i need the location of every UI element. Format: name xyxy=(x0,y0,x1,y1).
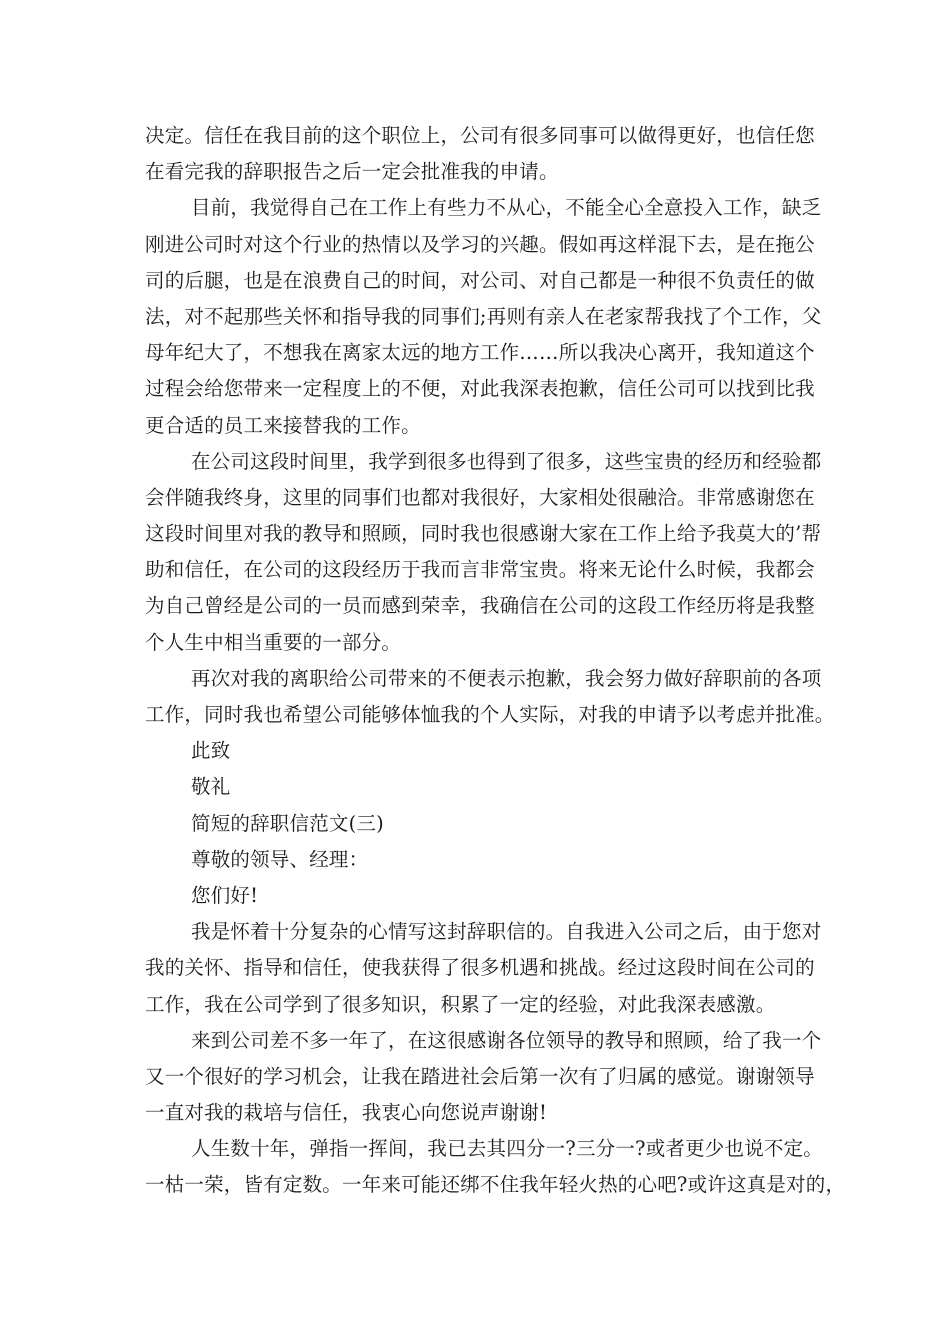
paragraph-start-line: 我是怀着十分复杂的心情写这封辞职信的。自我进入公司之后，由于您对 xyxy=(191,920,822,944)
text-line: 决定。信任在我目前的这个职位上，公司有很多同事可以做得更好，也信任您 xyxy=(145,124,815,147)
text-line: 司的后腿，也是在浪费自己的时间，对公司、对自己都是一种很不负责任的做 xyxy=(145,268,815,292)
document-body xyxy=(145,118,846,1204)
text-line: 母年纪大了，不想我在离家太远的地方工作……所以我决心离开，我知道这个 xyxy=(145,341,815,365)
paragraph-start-line: 人生数十年，弹指一挥间，我已去其四分一?三分一?或者更少也说不定。 xyxy=(191,1137,824,1161)
paragraph-start-line: 再次对我的离职给公司带来的不便表示抱歉，我会努力做好辞职前的各项 xyxy=(191,666,822,690)
letter-hello: 您们好! xyxy=(191,883,259,907)
text-line: 我的关怀、指导和信任，使我获得了很多机遇和挑战。经过这段时间在公司的 xyxy=(145,956,815,980)
text-line: 会伴随我终身，这里的同事们也都对我很好，大家相处很融洽。非常感谢您在 xyxy=(145,485,815,509)
paragraph-start-line: 在公司这段时间里，我学到很多也得到了很多，这些宝贵的经历和经验都 xyxy=(191,449,822,473)
text-line: 刚进公司时对这个行业的热情以及学习的兴趣。假如再这样混下去，是在拖公 xyxy=(145,232,815,256)
text-line: 更合适的员工来接替我的工作。 xyxy=(145,413,421,437)
text-line: 个人生中相当重要的一部分。 xyxy=(145,630,402,654)
text-line: 为自己曾经是公司的一员而感到荣幸，我确信在公司的这段工作经历将是我整 xyxy=(145,594,815,618)
text-line: 一直对我的栽培与信任，我衷心向您说声谢谢! xyxy=(145,1101,548,1125)
paragraph-start-line: 来到公司差不多一年了，在这很感谢各位领导的教导和照顾，给了我一个 xyxy=(191,1028,822,1052)
text-line: 过程会给您带来一定程度上的不便，对此我深表抱歉，信任公司可以找到比我 xyxy=(145,377,815,401)
closing-regards: 敬礼 xyxy=(191,775,231,799)
letter-greeting: 尊敬的领导、经理： xyxy=(191,847,369,871)
section-title: 简短的辞职信范文(三) xyxy=(191,811,384,835)
text-line: 工作，我在公司学到了很多知识，积累了一定的经验，对此我深表感激。 xyxy=(145,992,776,1016)
paragraph-start-line: 目前，我觉得自己在工作上有些力不从心，不能全心全意投入工作，缺乏 xyxy=(191,196,822,220)
text-line: 法，对不起那些关怀和指导我的同事们;再则有亲人在老家帮我找了个工作，父 xyxy=(145,304,822,328)
closing-salutation: 此致 xyxy=(191,739,231,763)
text-line: 助和信任，在公司的这段经历于我而言非常宝贵。将来无论什么时候，我都会 xyxy=(145,558,815,582)
text-line: 在看完我的辞职报告之后一定会批准我的申请。 xyxy=(145,160,559,184)
text-line: 工作，同时我也希望公司能够体恤我的个人实际，对我的申请予以考虑并批准。 xyxy=(145,703,835,726)
text-line: 这段时间里对我的教导和照顾，同时我也很感谢大家在工作上给予我莫大的’帮 xyxy=(145,522,822,546)
text-line: 又一个很好的学习机会，让我在踏进社会后第一次有了归属的感觉。谢谢领导 xyxy=(145,1064,815,1088)
text-line: 一枯一荣，皆有定数。一年来可能还绑不住我年轻火热的心吧?或许这真是对的， xyxy=(145,1173,846,1197)
